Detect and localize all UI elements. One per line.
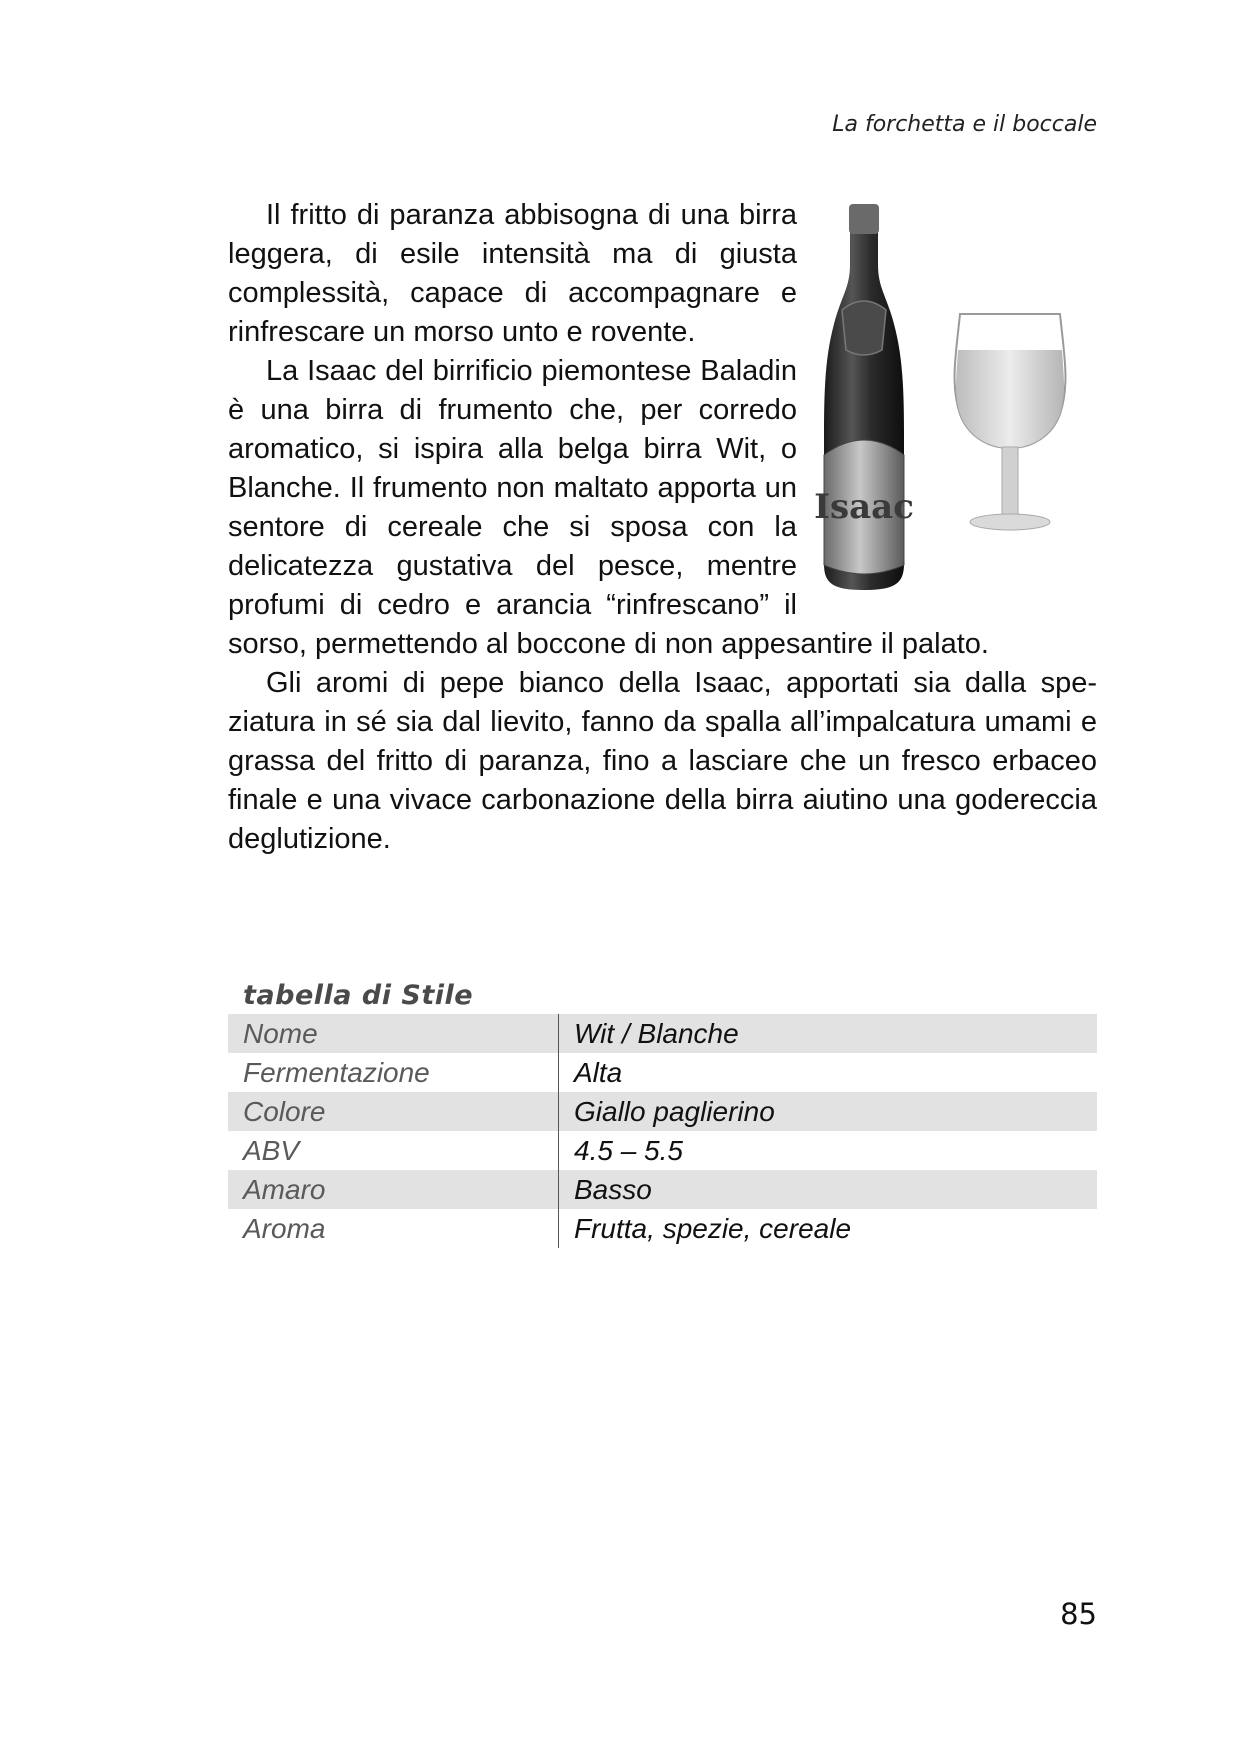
table-cell-value: Basso	[559, 1170, 1098, 1209]
style-table	[228, 1014, 1097, 1248]
body-text	[228, 196, 1097, 859]
paragraph: Gli aromi di pepe bianco della Isaac, apportati sia dalla speziatura in sé sia dal lievito, fanno da spalla all’impalcatura umami e grassa del fritto di paranza, fino a lasciare che un fresco erbaceo finale e una vivace carbonazione della birra aiutino una godereccia deglutizione.	[228, 667, 1097, 855]
table-row	[228, 1170, 1097, 1209]
table-row	[228, 1209, 1097, 1248]
table-cell-key: Colore	[228, 1092, 559, 1131]
table-cell-value: Frutta, spezie, cereale	[574, 1213, 852, 1244]
table-cell-key: ABV	[228, 1131, 559, 1170]
page-number: 85	[1060, 1597, 1097, 1631]
table-row	[228, 1131, 1097, 1170]
table-cell-key: Aroma	[228, 1209, 559, 1248]
table-cell-key: Nome	[228, 1014, 559, 1053]
table-cell-value: 4.5 – 5.5	[574, 1135, 683, 1166]
table-cell-value: Wit / Blanche	[559, 1014, 1098, 1053]
table-cell-value: Giallo paglierino	[559, 1092, 1098, 1131]
table-row	[228, 1053, 1097, 1092]
table-cell-key: Fermentazione	[228, 1053, 559, 1092]
table-row	[228, 1014, 1097, 1053]
running-header: La forchetta e il boccale	[832, 112, 1097, 137]
paragraph: Il fritto di paranza abbisogna di una birra leggera, di esile intensità ma di giusta complessità, capace di accompagnare e rinfrescare un morso unto e rovente.	[228, 199, 797, 348]
bottle-label-text: Isaac	[814, 487, 914, 527]
figure-float-spacer	[797, 196, 1097, 624]
style-table-title: tabella di Stile	[243, 980, 474, 1011]
paragraph: La Isaac del birrificio piemontese Baladin è una birra di frumento che, per corredo aromatico, si ispira alla belga birra Wit, o Blanche. Il frumento non maltato apporta un sentore di cereale che si sposa con la delicatezza gustativa del pesce, mentre profumi di cedro e arancia “rinfrescano” il sorso, permettendo al boccone di non appesantire il palato.	[228, 355, 989, 660]
table-cell-key: Amaro	[228, 1170, 559, 1209]
table-cell-value: Alta	[574, 1057, 623, 1088]
table-row	[228, 1092, 1097, 1131]
